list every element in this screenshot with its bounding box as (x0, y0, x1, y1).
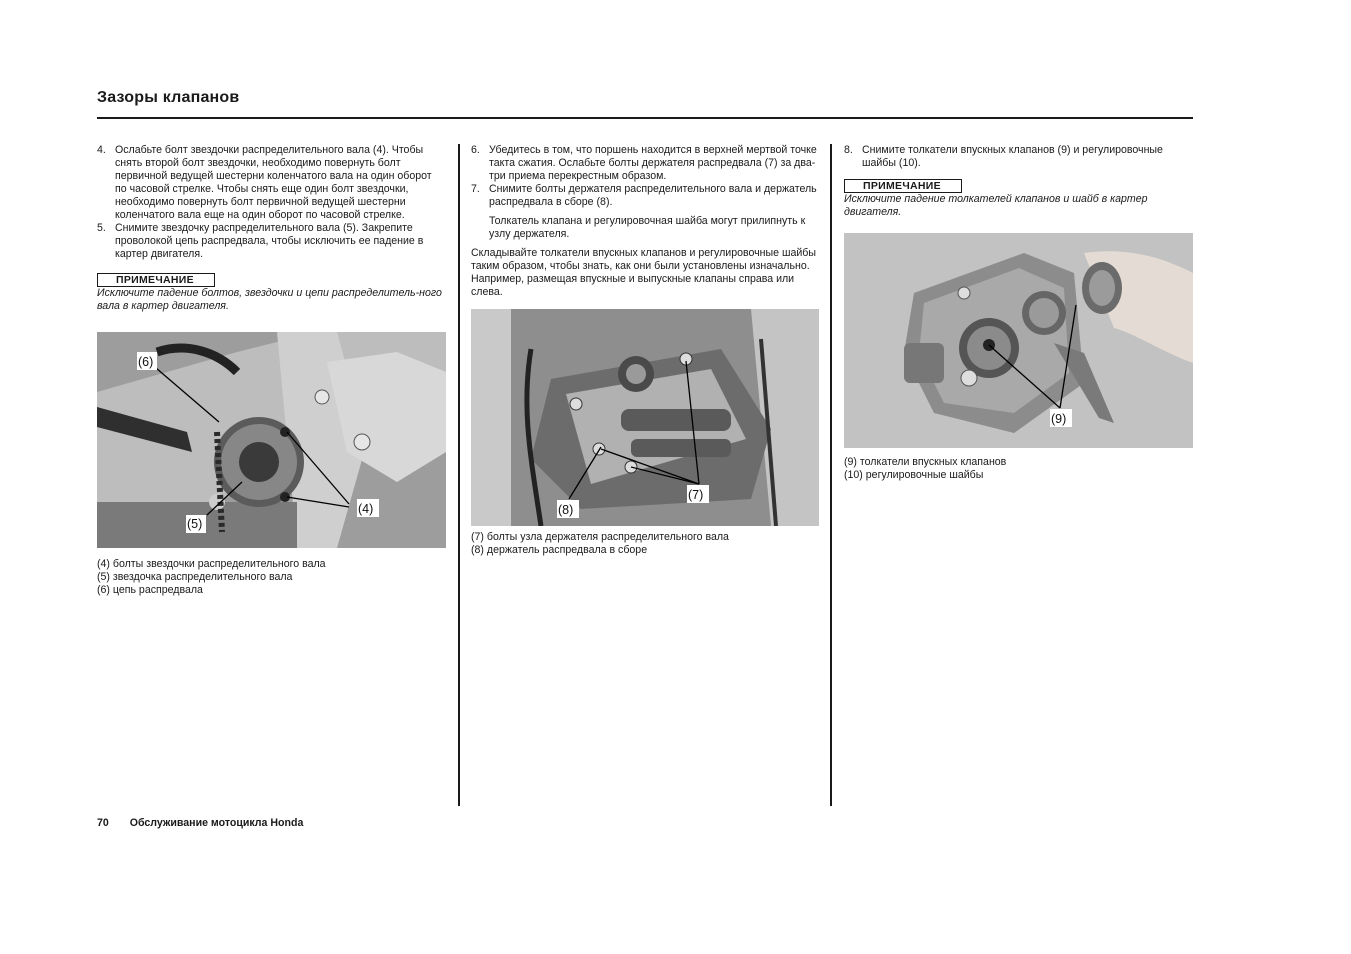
step-text: Снимите звездочку распределительного вала (5). Закрепите проволокой цепь распредвала, чтобы исключить ее падение в картер двигателя. (115, 222, 424, 260)
caption-item: (4) болты звездочки распределительного вала (97, 558, 326, 570)
camshaft-holder-photo (471, 309, 819, 526)
caption-item: (7) болты узла держателя распределительного вала (471, 531, 729, 543)
column-3 (844, 144, 1192, 219)
step-number: 4. (97, 144, 106, 156)
step-7 (471, 183, 817, 209)
step-number: 8. (844, 144, 853, 156)
column-2 (471, 144, 817, 299)
step-number: 5. (97, 222, 106, 234)
caption-item: (5) звездочка распределительного вала (97, 570, 293, 583)
step-7-detail: Толкатель клапана и регулировочная шайба могут прилипнуть к узлу держателя. (489, 215, 806, 240)
callout-4: (4) (358, 502, 374, 516)
caption-item: (8) держатель распредвала в сборе (471, 543, 648, 556)
step-text: Снимите толкатели впускных клапанов (9) и регулировочные шайбы (10). (862, 144, 1163, 169)
step-5 (97, 222, 443, 261)
step-number: 7. (471, 183, 480, 195)
note-text: Исключите падение болтов, звездочки и цепи распределитель-ного вала в картер двигателя. (97, 287, 442, 312)
note-label: ПРИМЕЧАНИЕ (844, 179, 962, 193)
callout-6: (6) (138, 355, 154, 369)
caption-item: (9) толкатели впускных клапанов (844, 456, 1007, 468)
step-text: Ослабьте болт звездочки распределительного вала (4). Чтобы снять второй болт звездочки, необходимо повернуть болт первичной ведущей шестерни коленчатого вала на один оборот по часовой стрелке. Чтобы снять еще один болт звездочки, необходимо повернуть болт первичной ведущей шестерни коленчатого вала еще на один оборот по часовой стрелке. (115, 144, 432, 221)
page-title: Зазоры клапанов (97, 89, 240, 106)
paragraph: Складывайте толкатели впускных клапанов и регулировочные шайбы таким образом, чтобы знать, как они были установлены изначально. Например, размещая впускные и выпускные клапаны справа или слева. (471, 247, 816, 298)
column-1 (97, 144, 443, 313)
title-rule (97, 117, 1193, 119)
column-divider-2 (830, 144, 832, 806)
step-6 (471, 144, 817, 183)
step-8 (844, 144, 1192, 170)
step-text: Убедитесь в том, что поршень находится в верхней мертвой точке такта сжатия. Ослабьте болты держателя распредвала (7) за два-три приема перекрестным образом. (489, 144, 817, 182)
step-text: Снимите болты держателя распределительного вала и держатель распредвала в сборе (8). (489, 183, 817, 208)
book-title: Обслуживание мотоцикла Honda (129, 817, 304, 829)
callout-7: (7) (688, 488, 704, 502)
page-number: 70 (97, 817, 109, 829)
callout-5: (5) (187, 517, 203, 531)
col3-captions (844, 456, 1006, 482)
col2-captions (471, 531, 729, 557)
step-4 (97, 144, 443, 222)
note-text: Исключите падение толкателей клапанов и шайб в картер двигателя. (844, 193, 1148, 218)
valve-lifter-photo (844, 233, 1193, 448)
callout-8: (8) (558, 503, 574, 517)
sprocket-photo (97, 332, 446, 548)
col1-captions (97, 558, 326, 596)
column-divider-1 (458, 144, 460, 806)
step-number: 6. (471, 144, 480, 156)
caption-item: (10) регулировочные шайбы (844, 468, 984, 481)
callout-9: (9) (1051, 412, 1067, 426)
page-footer (97, 817, 303, 829)
caption-item: (6) цепь распредвала (97, 583, 203, 596)
note-label: ПРИМЕЧАНИЕ (97, 273, 215, 287)
